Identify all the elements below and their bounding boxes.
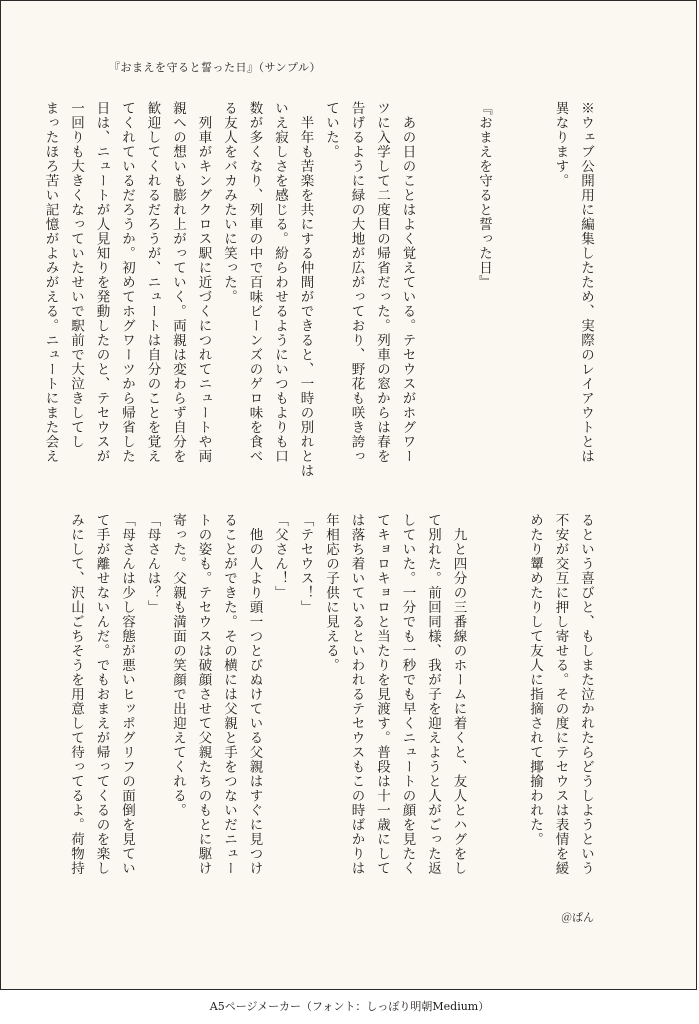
lower-text-column [63, 513, 599, 885]
text-line: 『おまえを守ると誓った日』 [476, 101, 492, 290]
text-line: 不安が交互に押し寄せる。その度にテセウスは表情を緩 [552, 513, 569, 876]
text-line: は落ち着いているといわれるテセウスもこの時ばかりは [348, 513, 365, 876]
text-line: していた。一分でも一秒でも早くニュートの顔を見たく [399, 513, 416, 876]
text-line: ることができた。その横には父親と手をつないだニュー [221, 513, 237, 876]
text-line: る友人をバカみたいに笑った。 [221, 101, 237, 304]
text-line: て別れた。前回同様、我が子を迎えようと人がごった返 [425, 513, 441, 876]
upper-text-column [37, 101, 598, 501]
text-line: 日は、ニュートが人見知りを発動したのと、テセウスが [93, 101, 110, 464]
author-signature: ＠ぱん [561, 911, 594, 924]
text-line: ていた。 [323, 101, 339, 159]
text-line: いえ寂しさを感じる。紛らわせるようにいつもよりも口 [272, 101, 288, 464]
text-line: 「母さんは少し容態が悪いヒッポグリフの面倒を見てい [119, 513, 135, 876]
text-line: 「母さんは？」 [144, 513, 161, 615]
text-line: あの日のことはよく覚えている。テセウスがホグワー [399, 101, 416, 464]
text-line: 一回りも大きくなっていたせいで駅前で大泣きしてし [68, 101, 84, 449]
text-line: みにして、沢山ごちそうを用意して待ってるよ。荷物持 [68, 513, 84, 876]
text-line: るという喜びと、もしまた泣かれたらどうしようという [578, 513, 594, 876]
text-line: 年相応の子供に見える。 [323, 513, 339, 673]
text-line [445, 101, 471, 501]
text-line [522, 101, 548, 501]
text-line: 歓迎してくれるだろうが、ニュートは自分のことを覚え [144, 101, 161, 464]
text-line: めたり顰めたりして友人に指摘されて揶揄われた。 [527, 513, 543, 847]
text-line: ※ウェブ公開用に編集したため、実際のレイアウトとは [578, 101, 594, 464]
text-line: 親への想いも膨れ上がっていく。両親は変わらず自分を [170, 101, 186, 464]
text-line: 「父さん！」 [272, 513, 288, 600]
text-line: 半年も苦楽を共にする仲間ができると、一時の別れとは [297, 101, 314, 478]
text-line: 数が多くなり、列車の中で百味ビーンズのゲロ味を食べ [246, 101, 263, 464]
text-line: トの姿も。テセウスは破顔させて父親たちのもとに駆け [195, 513, 212, 876]
text-line: 異なります。 [552, 101, 569, 188]
text-line [496, 513, 522, 885]
text-line: 寄った。父親も満面の笑顔で出迎えてくれる。 [170, 513, 186, 818]
text-line [420, 101, 446, 501]
text-line: 告げるように緑の大地が広がっており、野花も咲き誇っ [348, 101, 365, 464]
text-line: てくれているだろうか。初めてホグワーツから帰省した [119, 101, 135, 464]
text-line [496, 101, 522, 501]
page-footer: A5ページメーカー（フォント：しっぽり明朝Medium） [209, 1000, 490, 1013]
text-line: 列車がキングクロス駅に近づくにつれてニュートや両 [195, 101, 212, 464]
text-line: て手が離せないんだ。でもおまえが帰ってくるのを楽し [93, 513, 110, 876]
text-line [471, 513, 497, 885]
sample-title: 『おまえを守ると誓った日』（サンプル） [109, 61, 322, 74]
text-line: 他の人より頭一つとびぬけている父親はすぐに見つけ [246, 513, 263, 876]
text-line: 「テセウス！」 [297, 513, 314, 615]
text-line: ツに入学して二度目の帰省だった。列車の窓からは春を [374, 101, 390, 464]
text-line: てキョロキョロと当たりを見渡す。普段は十一歳にして [374, 513, 390, 876]
text-line: 九と四分の三番線のホームに着くと、友人とハグをし [450, 513, 467, 876]
text-line: まったほろ苦い記憶がよみがえる。ニュートにまた会え [42, 101, 59, 464]
